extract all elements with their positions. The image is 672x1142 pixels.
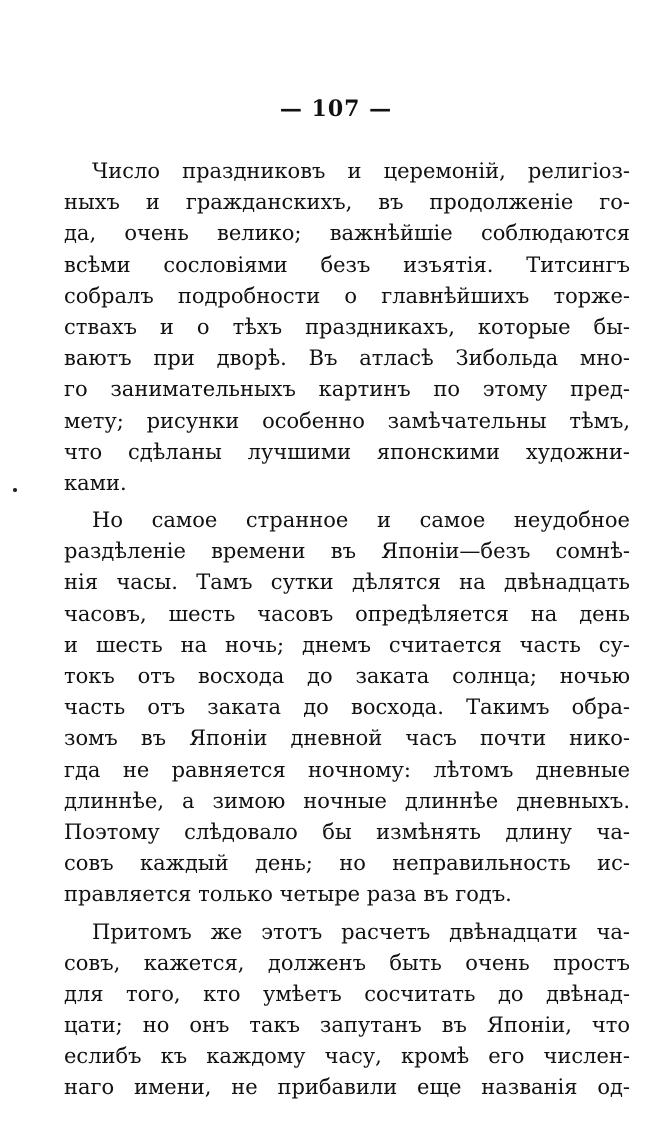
text-line: ныхъ и гражданскихъ, въ продолженіе го- — [64, 190, 630, 215]
text-line: часть отъ заката до восхода. Такимъ обра- — [64, 695, 630, 720]
text-line: Поэтому слѣдовало бы измѣнять длину ча- — [64, 819, 630, 844]
text-line: да, очень велико; важнѣйшіе соблюдаются — [64, 221, 630, 246]
text-line: для того, кто умѣетъ сосчитать до двѣнад- — [64, 981, 630, 1006]
paragraph-2 — [64, 505, 630, 910]
text-line: ками. — [64, 470, 127, 495]
text-line: Притомъ же этотъ расчетъ двѣнадцати ча- — [92, 919, 630, 944]
text-line: токъ отъ восхода до заката солнца; ночью — [64, 664, 630, 688]
paragraph-3 — [64, 917, 630, 1104]
text-line: длиннѣе, а зимою ночные длиннѣе дневныхъ. — [64, 788, 630, 813]
page-number: — 107 — — [279, 96, 393, 122]
text-line: мету; рисунки особенно замѣчательны тѣмъ, — [64, 408, 630, 433]
text-line: собралъ подробности о главнѣйшихъ торже- — [64, 283, 630, 308]
text-line: цати; но онъ такъ запутанъ въ Японіи, что — [64, 1013, 630, 1038]
text-line: ствахъ и о тѣхъ праздникахъ, которые бы- — [64, 314, 630, 339]
text-line: правляется только четыре раза въ годъ. — [64, 882, 512, 907]
text-line: Число праздниковъ и церемоній, религіоз- — [92, 159, 630, 183]
text-line: что сдѣланы лучшими японскими художни- — [64, 439, 630, 464]
body-text — [64, 156, 630, 1104]
text-line: ваютъ при дворѣ. Въ атласѣ Зибольда мно- — [64, 346, 630, 371]
text-line: гда не равняется ночному: лѣтомъ дневные — [64, 757, 630, 782]
text-line: раздѣленіе времени въ Японіи—безъ сомнѣ- — [64, 539, 630, 564]
paragraph-1 — [64, 156, 630, 499]
text-line: совъ, кажется, долженъ быть очень простъ — [64, 950, 630, 975]
text-line: и шесть на ночь; днемъ считается часть су- — [64, 632, 630, 657]
stray-ink-dot — [13, 488, 17, 492]
text-line: еслибъ къ каждому часу, кромѣ его числен- — [64, 1044, 630, 1069]
text-line: Но самое странное и самое неудобное — [92, 508, 630, 533]
text-line: часовъ, шесть часовъ опредѣляется на день — [64, 601, 630, 626]
text-line: совъ каждый день; но неправильность ис- — [64, 851, 630, 876]
text-line: наго имени, не прибавили еще названія од- — [64, 1075, 630, 1100]
text-line: нія часы. Тамъ сутки дѣлятся на двѣнадцать — [64, 570, 630, 595]
text-line: го занимательныхъ картинъ по этому пред- — [64, 377, 630, 402]
text-line: зомъ въ Японіи дневной часъ почти нико- — [64, 726, 630, 751]
text-line: всѣми сословіями безъ изъятія. Титсингъ — [64, 252, 630, 277]
